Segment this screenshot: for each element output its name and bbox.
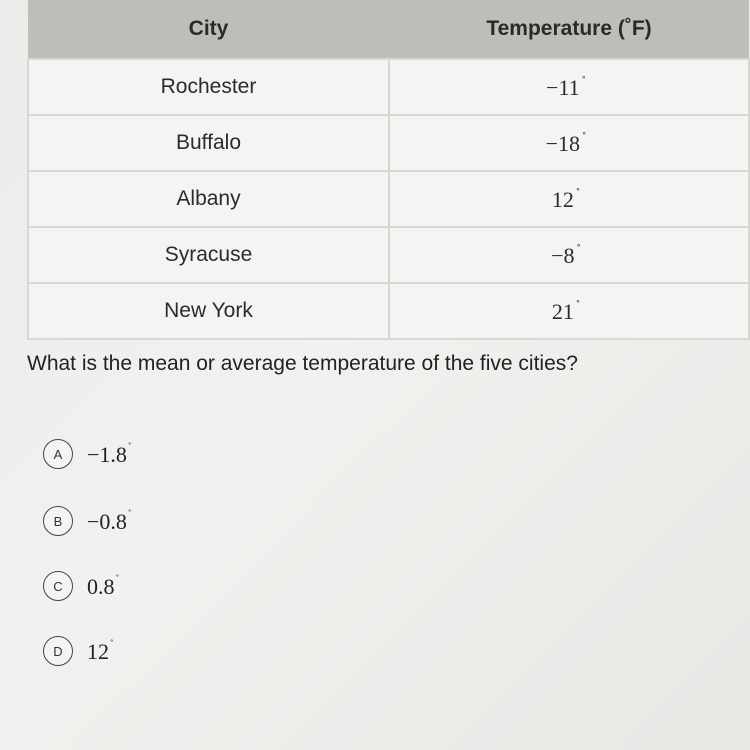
temp-value: −18 xyxy=(545,131,581,156)
option-bubble[interactable]: B xyxy=(43,506,73,536)
option-number: −0.8 xyxy=(87,508,127,534)
option-number: −1.8 xyxy=(87,441,127,467)
city-cell: Albany xyxy=(28,171,389,227)
option-value xyxy=(87,508,132,535)
option-number: 0.8 xyxy=(87,573,115,599)
degree-symbol: ˚ xyxy=(576,241,581,256)
temp-cell xyxy=(389,59,749,115)
temp-cell xyxy=(389,115,749,171)
option-bubble[interactable]: A xyxy=(43,439,73,469)
answer-option-c[interactable] xyxy=(43,571,119,601)
option-number: 12 xyxy=(87,638,109,664)
degree-symbol: ˚ xyxy=(110,637,114,650)
city-cell: New York xyxy=(28,283,389,339)
answer-option-a[interactable] xyxy=(43,439,132,469)
table-row xyxy=(28,283,749,339)
option-value xyxy=(87,638,114,665)
table-row xyxy=(28,227,749,283)
option-value xyxy=(87,573,119,600)
temp-cell xyxy=(389,283,749,339)
answer-option-b[interactable] xyxy=(43,506,132,536)
table-header-row xyxy=(28,0,749,59)
temp-value: −8 xyxy=(551,243,575,268)
degree-symbol: ˚ xyxy=(115,572,120,585)
degree-symbol: ˚ xyxy=(575,297,581,312)
option-bubble[interactable]: D xyxy=(43,636,73,666)
temp-value: 21 xyxy=(551,299,574,324)
degree-symbol: ˚ xyxy=(582,129,587,144)
option-value xyxy=(87,441,132,468)
degree-symbol: ˚ xyxy=(581,73,586,88)
city-cell: Syracuse xyxy=(28,227,389,283)
degree-symbol: ˚ xyxy=(575,185,581,200)
temp-value: −11 xyxy=(546,75,580,100)
table-row xyxy=(28,115,749,171)
question-text: What is the mean or average temperature of the five cities? xyxy=(27,352,578,375)
city-cell: Buffalo xyxy=(28,115,389,171)
option-bubble[interactable]: C xyxy=(43,571,73,601)
table-row xyxy=(28,59,749,115)
temp-cell xyxy=(389,171,749,227)
city-cell: Rochester xyxy=(28,59,389,115)
table-row xyxy=(28,171,749,227)
degree-symbol: ˚ xyxy=(127,507,132,520)
degree-symbol: ˚ xyxy=(127,440,132,453)
temperature-table xyxy=(27,0,750,340)
header-temperature: Temperature (˚F) xyxy=(389,0,749,59)
answer-option-d[interactable] xyxy=(43,636,114,666)
temp-cell xyxy=(389,227,749,283)
header-city: City xyxy=(28,0,389,59)
temp-value: 12 xyxy=(551,187,574,212)
